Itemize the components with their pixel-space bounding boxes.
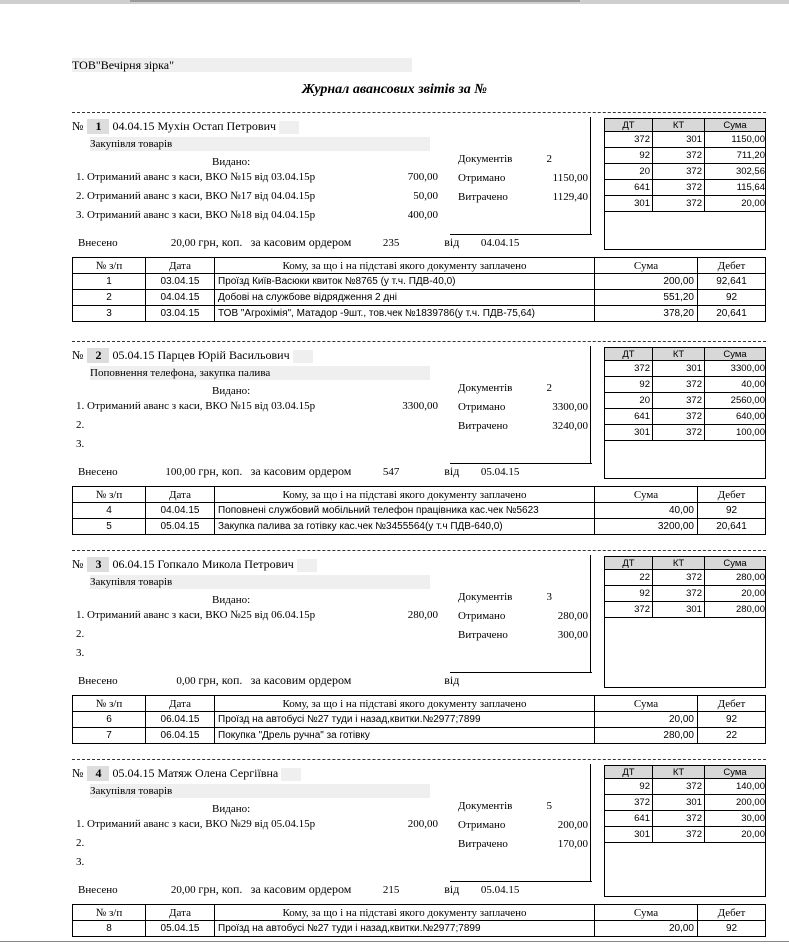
advance-report-2 <box>72 341 766 551</box>
number-sign: № <box>72 119 84 133</box>
advance-line: 3. <box>76 438 85 450</box>
issued-label: Видано: <box>212 156 251 168</box>
advance-line: 3. Отриманий аванс з каси, ВКО №18 від 04.04.15р 400,00 <box>76 209 438 221</box>
expense-table: № з/п Дата Кому, за що і на підставі якого документу заплачено Сума Дебет 4 04.04.15 Поповнені службовий мобільний телефон працівника кас.чек №5623 40,00 92 5 05.04.15 Закупка палива за готівку кас.чек №3455564(у т.ч ПДВ-640,0) 3200,00 20,641 <box>72 486 766 535</box>
dashed-separator <box>72 112 766 113</box>
report-date: 04.04.15 <box>112 119 155 133</box>
advance-report-1 <box>72 112 766 322</box>
kt-header: КТ <box>653 766 705 779</box>
advance-line: 3. <box>76 647 85 659</box>
summary-frame-right <box>590 346 591 463</box>
stat-spent: Витрачено 1129,40 <box>458 191 588 203</box>
dt-header: ДТ <box>605 557 653 570</box>
advance-line: 1. Отриманий аванс з каси, ВКО №15 від 03.04.15р 3300,00 <box>76 400 438 412</box>
report-date: 06.04.15 <box>112 557 155 571</box>
report-date: 05.04.15 <box>112 348 155 362</box>
dashed-separator <box>72 341 766 342</box>
stat-spent: Витрачено 300,00 <box>458 629 588 641</box>
stat-docs: Документів 2 <box>458 382 552 394</box>
dashed-separator <box>72 759 766 760</box>
posting-row: 20 372 302,56 <box>605 164 766 180</box>
sum-header: Сума <box>705 348 766 361</box>
summary-frame-right <box>590 764 591 881</box>
expense-row: 3 03.04.15 ТОВ "Агрохімія", Матадор -9шт., тов.чек №1839786(у т.ч. ПДВ-75,64) 378,20 20,641 <box>73 306 766 322</box>
advance-line: 3. <box>76 856 85 868</box>
stat-docs: Документів 3 <box>458 591 552 603</box>
employee-name: Гопкало Микола Петрович <box>157 557 294 571</box>
summary-frame-right <box>590 555 591 672</box>
sum-header: Сума <box>705 557 766 570</box>
expense-row: 1 03.04.15 Проїзд Київ-Васюки квиток №8765 (у т.ч. ПДВ-40,0) 200,00 92,641 <box>73 274 766 290</box>
company-name: ТОВ"Вечірня зірка" <box>72 58 412 72</box>
posting-row: 92 372 711,20 <box>605 148 766 164</box>
posting-row: 301 372 20,00 <box>605 827 766 843</box>
report-number: 4 <box>87 766 109 781</box>
report-purpose: Закупівля товарів <box>90 575 430 589</box>
stat-docs: Документів 5 <box>458 800 552 812</box>
deposit-line: Внесено 0,00 грн, коп. за касовим ордером від <box>78 673 460 687</box>
employee-name: Парцев Юрій Васильович <box>157 348 290 362</box>
postings-table <box>604 118 766 212</box>
number-sign: № <box>72 348 84 362</box>
dashed-separator <box>72 550 766 551</box>
expense-table: № з/п Дата Кому, за що і на підставі якого документу заплачено Сума Дебет 1 03.04.15 Проїзд Київ-Васюки квиток №8765 (у т.ч. ПДВ-40,0) 200,00 92,641 2 04.04.15 Добові на службове відрядження 2 дні 551,20 92 3 03.04.15 ТОВ "Агрохімія", Матадор -9шт., тов.чек №1839786(у т.ч. ПДВ-75,64) 378,20 20,641 <box>72 257 766 322</box>
deposit-line: Внесено 20,00 грн, коп. за касовим ордером 235 від 04.04.15 <box>78 235 520 249</box>
posting-row: 92 372 20,00 <box>605 586 766 602</box>
expense-row: 2 04.04.15 Добові на службове відрядження 2 дні 551,20 92 <box>73 290 766 306</box>
report-number: 1 <box>87 119 109 134</box>
advance-line: 2. Отриманий аванс з каси, ВКО №17 від 04.04.15р 50,00 <box>76 190 438 202</box>
report-header <box>72 119 299 134</box>
expense-row: 6 06.04.15 Проїзд на автобусі №27 туди і назад,квитки.№2977;7899 20,00 92 <box>73 712 766 728</box>
deposit-line: Внесено 100,00 грн, коп. за касовим ордером 547 від 05.04.15 <box>78 464 520 478</box>
advance-report-4 <box>72 759 766 947</box>
advance-line: 1. Отриманий аванс з каси, ВКО №29 від 05.04.15р 200,00 <box>76 818 438 830</box>
issued-label: Видано: <box>212 594 251 606</box>
stat-received: Отримано 1150,00 <box>458 172 588 184</box>
posting-row: 372 301 280,00 <box>605 602 766 618</box>
kt-header: КТ <box>653 348 705 361</box>
posting-row: 641 372 115,64 <box>605 180 766 196</box>
postings-table <box>604 765 766 843</box>
posting-row: 372 301 200,00 <box>605 795 766 811</box>
posting-row: 372 301 1150,00 <box>605 132 766 148</box>
number-sign: № <box>72 557 84 571</box>
issued-label: Видано: <box>212 803 251 815</box>
sum-header: Сума <box>705 119 766 132</box>
issued-label: Видано: <box>212 385 251 397</box>
stat-received: Отримано 280,00 <box>458 610 588 622</box>
report-header <box>72 348 313 363</box>
stat-spent: Витрачено 170,00 <box>458 838 588 850</box>
report-number: 3 <box>87 557 109 572</box>
sum-header: Сума <box>705 766 766 779</box>
report-header <box>72 557 317 572</box>
postings-table <box>604 556 766 618</box>
expense-table: № з/п Дата Кому, за що і на підставі якого документу заплачено Сума Дебет 8 05.04.15 Проїзд на автобусі №27 туди і назад,квитки.№2977;7899 20,00 92 <box>72 904 766 937</box>
report-header <box>72 766 301 781</box>
posting-row: 92 372 40,00 <box>605 377 766 393</box>
dt-header: ДТ <box>605 766 653 779</box>
posting-row: 22 372 280,00 <box>605 570 766 586</box>
advance-line: 2. <box>76 628 85 640</box>
journal-title: Журнал авансових звітів за № <box>301 82 488 97</box>
dt-header: ДТ <box>605 119 653 132</box>
advance-line: 2. <box>76 419 85 431</box>
posting-row: 301 372 20,00 <box>605 196 766 212</box>
dt-header: ДТ <box>605 348 653 361</box>
employee-name: Матяж Олена Сергіївна <box>157 766 279 780</box>
report-purpose: Закупівля товарів <box>90 137 430 151</box>
window-top-bar <box>0 0 789 4</box>
expense-table: № з/п Дата Кому, за що і на підставі якого документу заплачено Сума Дебет 6 06.04.15 Проїзд на автобусі №27 туди і назад,квитки.№2977;7899 20,00 92 7 06.04.15 Покупка "Дрель ручна" за готівку 280,00 22 <box>72 695 766 744</box>
deposit-line: Внесено 20,00 грн, коп. за касовим ордером 215 від 05.04.15 <box>78 882 520 896</box>
stat-received: Отримано 3300,00 <box>458 401 588 413</box>
posting-row: 20 372 2560,00 <box>605 393 766 409</box>
expense-row: 7 06.04.15 Покупка "Дрель ручна" за готівку 280,00 22 <box>73 728 766 744</box>
posting-row: 641 372 30,00 <box>605 811 766 827</box>
expense-row: 4 04.04.15 Поповнені службовий мобільний телефон працівника кас.чек №5623 40,00 92 <box>73 503 766 519</box>
advance-line: 1. Отриманий аванс з каси, ВКО №15 від 03.04.15р 700,00 <box>76 171 438 183</box>
posting-row: 372 301 3300,00 <box>605 361 766 377</box>
posting-row: 92 372 140,00 <box>605 779 766 795</box>
expense-row: 5 05.04.15 Закупка палива за готівку кас.чек №3455564(у т.ч ПДВ-640,0) 3200,00 20,641 <box>73 519 766 535</box>
report-date: 05.04.15 <box>112 766 155 780</box>
expense-row: 8 05.04.15 Проїзд на автобусі №27 туди і назад,квитки.№2977;7899 20,00 92 <box>73 921 766 937</box>
posting-row: 641 372 640,00 <box>605 409 766 425</box>
employee-name: Мухін Остап Петрович <box>157 119 277 133</box>
postings-table <box>604 347 766 441</box>
stat-docs: Документів 2 <box>458 153 552 165</box>
kt-header: КТ <box>653 557 705 570</box>
advance-line: 1. Отриманий аванс з каси, ВКО №25 від 06.04.15р 280,00 <box>76 609 438 621</box>
page-bottom-edge <box>0 941 789 947</box>
report-purpose: Поповнення телефона, закупка палива <box>90 366 430 380</box>
report-number: 2 <box>87 348 109 363</box>
kt-header: КТ <box>653 119 705 132</box>
stat-received: Отримано 200,00 <box>458 819 588 831</box>
summary-frame-right <box>590 117 591 234</box>
number-sign: № <box>72 766 84 780</box>
advance-report-3 <box>72 550 766 760</box>
advance-line: 2. <box>76 837 85 849</box>
report-purpose: Закупівля товарів <box>90 784 430 798</box>
stat-spent: Витрачено 3240,00 <box>458 420 588 432</box>
posting-row: 301 372 100,00 <box>605 425 766 441</box>
